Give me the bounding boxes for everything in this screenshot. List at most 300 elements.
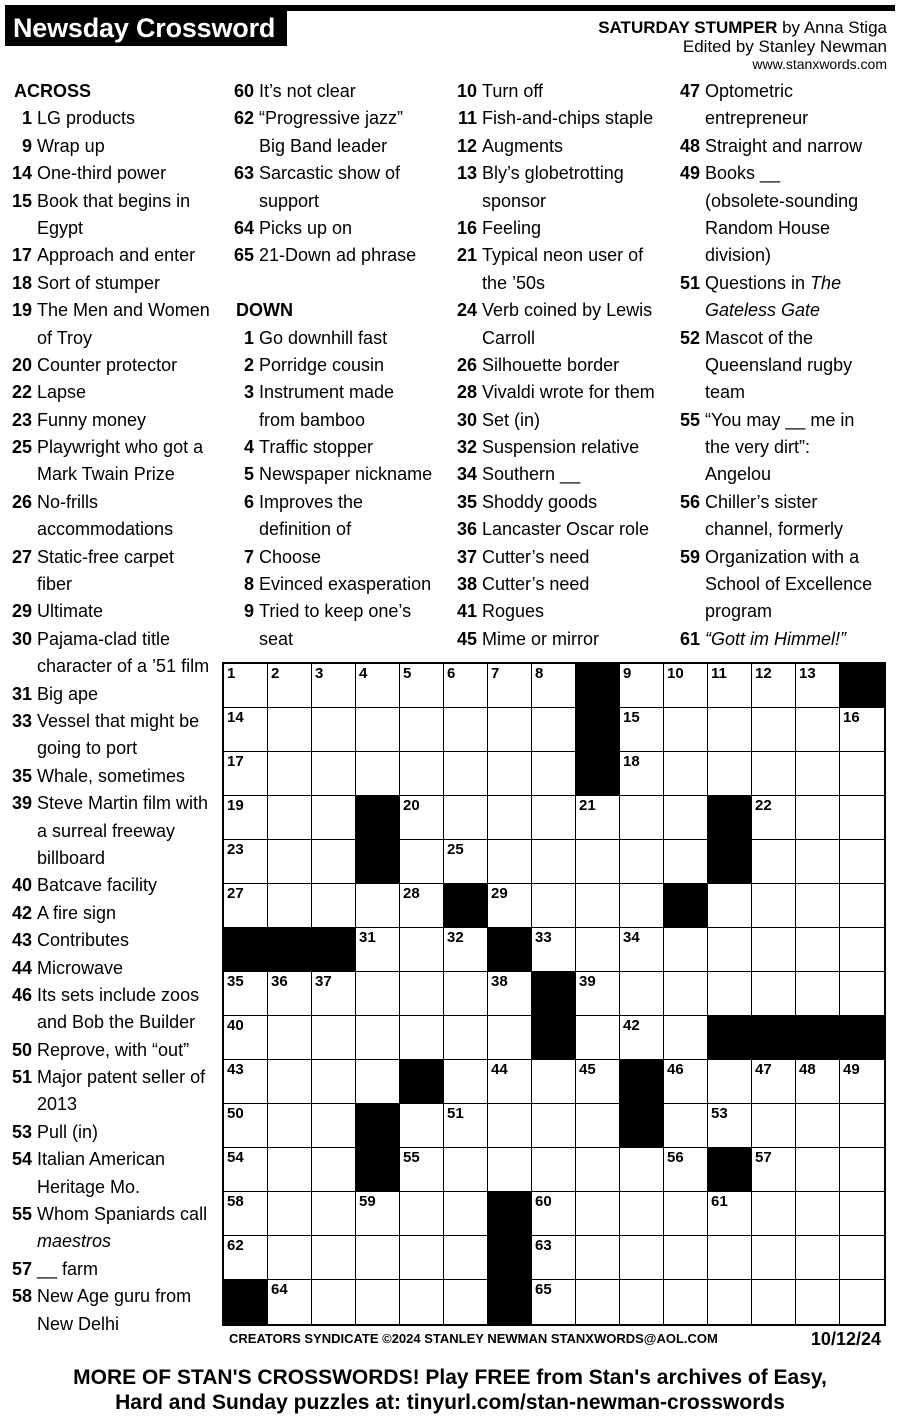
grid-cell[interactable] [224,752,268,796]
grid-cell[interactable] [312,1192,356,1236]
clue-number: 35 [456,491,477,512]
grid-cell[interactable] [796,1192,840,1236]
grid-cell[interactable] [576,1192,620,1236]
grid-cell[interactable] [400,1104,444,1148]
grid-cell[interactable] [796,1236,840,1280]
grid-cell[interactable] [840,972,884,1016]
grid-cell[interactable] [224,708,268,752]
cell-number: 63 [535,1237,552,1254]
grid-cell[interactable] [708,928,752,972]
clue-number [226,188,254,215]
grid-cell[interactable] [312,1016,356,1060]
grid-cell[interactable] [400,1280,444,1324]
grid-cell[interactable] [268,1280,312,1324]
grid-cell[interactable] [224,1016,268,1060]
grid-cell[interactable] [532,840,576,884]
grid-cell[interactable] [532,752,576,796]
grid-cell[interactable] [752,708,796,752]
clue-line [4,1091,230,1118]
grid-cell[interactable] [444,1192,488,1236]
grid-cell[interactable] [532,1280,576,1324]
grid-cell[interactable] [576,1280,620,1324]
grid-cell[interactable] [400,1192,444,1236]
cell-number: 53 [711,1105,728,1122]
grid-cell[interactable] [664,840,708,884]
grid-cell[interactable] [400,884,444,928]
grid-cell[interactable] [356,1192,400,1236]
grid-cell[interactable] [268,1016,312,1060]
grid-cell[interactable] [752,1236,796,1280]
grid-cell[interactable] [620,664,664,708]
grid-cell[interactable] [488,1148,532,1192]
grid-cell[interactable] [532,1236,576,1280]
grid-cell[interactable] [840,796,884,840]
clue-line [226,242,452,269]
grid-cell[interactable] [532,1192,576,1236]
clue-line [226,516,452,543]
clue-number: 15 [11,190,32,211]
grid-cell[interactable] [620,972,664,1016]
grid-cell[interactable] [620,708,664,752]
grid-cell[interactable] [840,1280,884,1324]
clue-text: Wrap up [37,135,105,156]
clue-line [4,1146,230,1173]
grid-cell[interactable] [444,708,488,752]
clue-line [449,160,675,187]
grid-cell[interactable] [708,708,752,752]
grid-cell[interactable] [444,972,488,1016]
clue-line [4,681,230,708]
grid-cell[interactable] [268,1148,312,1192]
clue-line [4,653,230,680]
grid-cell[interactable] [532,928,576,972]
grid-cell[interactable] [576,1148,620,1192]
clue-number: 31 [11,683,32,704]
clue-number: 21 [456,245,477,266]
grid-cell[interactable] [576,1016,620,1060]
grid-cell[interactable] [796,752,840,796]
black-square [488,1236,532,1280]
clue-number [672,188,700,215]
grid-cell[interactable] [400,1148,444,1192]
grid-cell[interactable] [488,884,532,928]
grid-cell[interactable] [576,796,620,840]
grid-cell[interactable] [664,796,708,840]
grid-cell[interactable] [840,1192,884,1236]
clue-line [4,626,230,653]
grid-cell[interactable] [444,928,488,972]
grid-cell[interactable] [840,1148,884,1192]
clue-line [4,215,230,242]
cell-number: 27 [227,885,244,902]
clue-text: and Bob the Builder [37,1012,196,1033]
cell-number: 4 [359,665,368,682]
clue-line [4,352,230,379]
grid-cell[interactable] [268,1104,312,1148]
grid-cell[interactable] [356,708,400,752]
clue-line [449,516,675,543]
grid-cell[interactable] [224,664,268,708]
grid-cell[interactable] [664,1148,708,1192]
grid-cell[interactable] [664,928,708,972]
grid-cell[interactable] [532,708,576,752]
grid-cell[interactable] [400,972,444,1016]
clue-text: Traffic stopper [259,437,374,458]
grid-cell[interactable] [224,972,268,1016]
clue-line [4,133,230,160]
clue-line [672,544,898,571]
grid-cell[interactable] [620,1280,664,1324]
clue-line [672,598,898,625]
clue-text: Angelou [705,464,772,485]
clue-text: Tried to keep one’s [259,601,412,622]
grid-cell[interactable] [664,752,708,796]
clue-number: 42 [11,902,32,923]
clue-number: 51 [679,272,700,293]
grid-cell[interactable] [224,1104,268,1148]
grid-cell[interactable] [224,796,268,840]
clue-text: Steve Martin film with [37,793,209,814]
grid-cell[interactable] [576,1060,620,1104]
clue-number [226,133,254,160]
grid-cell[interactable] [708,1280,752,1324]
grid-cell[interactable] [356,928,400,972]
grid-cell[interactable] [444,1236,488,1280]
clue-number: 55 [11,1204,32,1225]
clue-text: from bamboo [259,409,366,430]
clue-line [226,133,452,160]
clue-number: 27 [11,546,32,567]
grid-cell[interactable] [268,708,312,752]
grid-cell[interactable] [268,884,312,928]
grid-cell[interactable] [356,1016,400,1060]
black-square [796,1016,840,1060]
clue-italic: maestros [37,1231,112,1252]
clue-text: character of a ’51 film [37,656,210,677]
grid-cell[interactable] [312,1236,356,1280]
cell-number: 23 [227,841,244,858]
grid-cell[interactable] [840,752,884,796]
cell-number: 7 [491,665,500,682]
grid-cell[interactable] [620,884,664,928]
syndicate-credit: CREATORS SYNDICATE ©2024 STANLEY NEWMAN STANXWORDS@AOL.COM [229,1331,718,1346]
grid-cell[interactable] [620,928,664,972]
grid-cell[interactable] [708,1060,752,1104]
grid-cell[interactable] [312,884,356,928]
clue-number: 3 [243,382,254,403]
grid-cell[interactable] [752,928,796,972]
clue-number: 61 [679,628,700,649]
grid-cell[interactable] [796,664,840,708]
clue-line [4,434,230,461]
grid-cell[interactable] [664,1060,708,1104]
clue-line [4,1283,230,1310]
grid-cell[interactable] [576,1236,620,1280]
grid-cell[interactable] [752,1060,796,1104]
cell-number: 54 [227,1149,244,1166]
grid-cell[interactable] [224,1148,268,1192]
grid-cell[interactable] [400,796,444,840]
grid-cell[interactable] [752,796,796,840]
clue-number [4,325,32,352]
grid-cell[interactable] [532,884,576,928]
clue-number [4,735,32,762]
cell-number: 25 [447,841,464,858]
grid-cell[interactable] [576,972,620,1016]
grid-cell[interactable] [620,1016,664,1060]
clue-text: Vivaldi wrote for them [482,382,655,403]
grid-cell[interactable] [444,796,488,840]
grid-cell[interactable] [620,1236,664,1280]
grid-cell[interactable] [488,1104,532,1148]
grid-cell[interactable] [400,1236,444,1280]
grid-cell[interactable] [708,664,752,708]
grid-cell[interactable] [664,664,708,708]
grid-cell[interactable] [840,1236,884,1280]
cell-number: 49 [843,1061,860,1078]
grid-cell[interactable] [620,1192,664,1236]
clue-line [226,626,452,653]
cell-number: 15 [623,709,640,726]
grid-cell[interactable] [444,1060,488,1104]
clue-line [4,1009,230,1036]
grid-cell[interactable] [796,928,840,972]
grid-cell[interactable] [576,928,620,972]
grid-cell[interactable] [400,752,444,796]
grid-cell[interactable] [400,1016,444,1060]
grid-cell[interactable] [532,1148,576,1192]
clue-text: Contributes [37,930,130,951]
grid-cell[interactable] [444,840,488,884]
grid-cell[interactable] [312,664,356,708]
grid-cell[interactable] [356,752,400,796]
grid-cell[interactable] [400,664,444,708]
clue-line [672,105,898,132]
grid-cell[interactable] [840,1104,884,1148]
site-url: www.stanxwords.com [752,56,887,72]
grid-cell[interactable] [708,972,752,1016]
clue-number: 11 [457,108,477,129]
grid-cell[interactable] [840,928,884,972]
clue-line [4,900,230,927]
grid-cell[interactable] [312,1280,356,1324]
grid-cell[interactable] [488,972,532,1016]
grid-cell[interactable] [224,840,268,884]
clue-line [226,489,452,516]
grid-cell[interactable] [488,664,532,708]
black-square [708,840,752,884]
grid-cell[interactable] [312,708,356,752]
grid-cell[interactable] [312,1060,356,1104]
cell-number: 34 [623,929,640,946]
clue-number: 60 [233,81,254,101]
grid-cell[interactable] [532,1104,576,1148]
grid-cell[interactable] [356,1060,400,1104]
clue-text: Straight and narrow [705,135,863,156]
clue-italic: The [810,272,842,293]
grid-cell[interactable] [664,1280,708,1324]
grid-cell[interactable] [752,840,796,884]
grid-cell[interactable] [224,884,268,928]
grid-cell[interactable] [796,1060,840,1104]
clue-text: “You may __ me in [705,409,855,430]
clue-text: It’s not clear [259,81,356,101]
cell-number: 36 [271,973,288,990]
grid-cell[interactable] [664,708,708,752]
grid-cell[interactable] [312,796,356,840]
black-square [356,796,400,840]
grid-cell[interactable] [752,1148,796,1192]
grid-cell[interactable] [620,752,664,796]
grid-cell[interactable] [268,1236,312,1280]
grid-cell[interactable] [576,840,620,884]
grid-cell[interactable] [708,1192,752,1236]
grid-cell[interactable] [752,1192,796,1236]
grid-cell[interactable] [444,664,488,708]
grid-cell[interactable] [840,840,884,884]
grid-cell[interactable] [356,1280,400,1324]
grid-cell[interactable] [400,840,444,884]
grid-cell[interactable] [268,840,312,884]
clue-text: program [705,601,773,622]
grid-cell[interactable] [752,664,796,708]
grid-cell[interactable] [356,1236,400,1280]
grid-cell[interactable] [488,752,532,796]
grid-cell[interactable] [708,884,752,928]
clue-number: 6 [243,491,254,512]
grid-cell[interactable] [796,1104,840,1148]
grid-cell[interactable] [708,752,752,796]
grid-cell[interactable] [356,664,400,708]
cell-number: 62 [227,1237,244,1254]
clue-text: Choose [259,546,322,567]
grid-cell[interactable] [620,840,664,884]
grid-cell[interactable] [224,1060,268,1104]
grid-cell[interactable] [488,708,532,752]
clue-number: 49 [679,163,700,184]
clue-text: seat [259,628,294,649]
grid-cell[interactable] [312,752,356,796]
grid-cell[interactable] [444,752,488,796]
grid-cell[interactable] [268,1060,312,1104]
clue-text: Picks up on [259,217,353,238]
grid-cell[interactable] [664,972,708,1016]
clue-line [4,461,230,488]
clue-line [672,325,898,352]
grid-cell[interactable] [796,708,840,752]
grid-cell[interactable] [488,796,532,840]
section-heading: DOWN [236,300,293,321]
clue-text: Mascot of the [705,327,814,348]
grid-cell[interactable] [840,1060,884,1104]
clue-text: LG products [37,108,136,129]
grid-cell[interactable] [752,1104,796,1148]
grid-cell[interactable] [664,1104,708,1148]
grid-cell[interactable] [488,1060,532,1104]
grid-cell[interactable] [752,752,796,796]
grid-cell[interactable] [400,928,444,972]
grid-cell[interactable] [576,884,620,928]
grid-cell[interactable] [532,1060,576,1104]
grid-cell[interactable] [444,1148,488,1192]
grid-cell[interactable] [796,840,840,884]
grid-cell[interactable] [796,796,840,840]
grid-cell[interactable] [312,1148,356,1192]
grid-cell[interactable] [576,1104,620,1148]
clue-text: Static-free carpet [37,546,175,567]
clue-line [449,133,675,160]
clue-line [4,1201,230,1228]
grid-cell[interactable] [224,1192,268,1236]
grid-cell[interactable] [268,752,312,796]
grid-cell[interactable] [444,1104,488,1148]
grid-cell[interactable] [356,884,400,928]
grid-cell[interactable] [708,1236,752,1280]
clue-line [4,1037,230,1064]
grid-cell[interactable] [532,664,576,708]
grid-cell[interactable] [664,1016,708,1060]
grid-cell[interactable] [444,1016,488,1060]
grid-cell[interactable] [796,972,840,1016]
grid-cell[interactable] [664,1236,708,1280]
grid-cell[interactable] [620,796,664,840]
grid-cell[interactable] [312,972,356,1016]
grid-cell[interactable] [488,840,532,884]
clue-line [672,571,898,598]
grid-cell[interactable] [532,796,576,840]
clue-line [226,215,452,242]
clue-number [449,270,477,297]
clue-number: 33 [11,710,32,731]
grid-cell[interactable] [268,972,312,1016]
grid-cell[interactable] [488,1016,532,1060]
grid-cell[interactable] [796,884,840,928]
grid-cell[interactable] [664,1192,708,1236]
clue-text: Mime or mirror [482,628,599,649]
grid-cell[interactable] [224,1236,268,1280]
grid-cell[interactable] [444,1280,488,1324]
clue-text: Whale, sometimes [37,765,186,786]
clue-number: 17 [11,245,32,266]
grid-cell[interactable] [752,1280,796,1324]
grid-cell[interactable] [708,1104,752,1148]
clue-text: Augments [482,135,564,156]
clue-line [4,845,230,872]
clue-text: Rogues [482,601,545,622]
grid-cell[interactable] [840,708,884,752]
grid-cell[interactable] [268,796,312,840]
editor-credit: Edited by Stanley Newman [682,37,887,56]
grid-cell[interactable] [312,840,356,884]
black-square [356,1148,400,1192]
clue-line [226,598,452,625]
clue-number: 43 [11,930,32,951]
grid-cell[interactable] [268,1192,312,1236]
grid-cell[interactable] [752,972,796,1016]
grid-cell[interactable] [796,1280,840,1324]
grid-cell[interactable] [312,1104,356,1148]
grid-cell[interactable] [796,1148,840,1192]
grid-cell[interactable] [620,1148,664,1192]
grid-cell[interactable] [356,972,400,1016]
clue-text: The Men and Women [37,300,210,321]
clue-number: 64 [233,217,254,238]
grid-cell[interactable] [268,664,312,708]
cell-number: 16 [843,709,860,726]
grid-cell[interactable] [752,884,796,928]
grid-cell[interactable] [400,708,444,752]
grid-cell[interactable] [840,884,884,928]
